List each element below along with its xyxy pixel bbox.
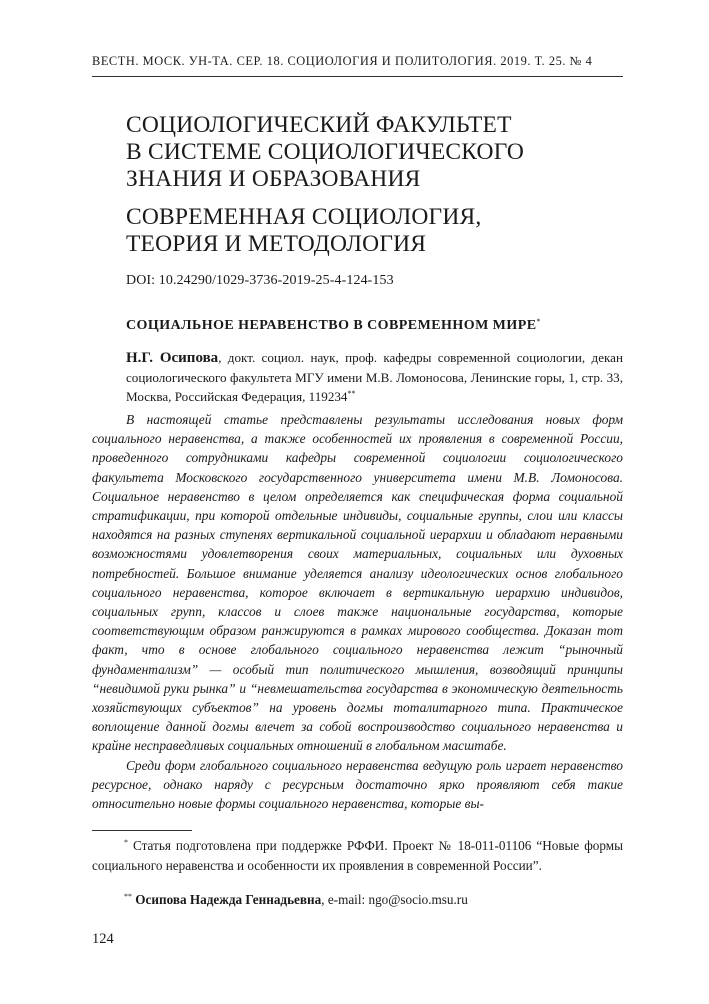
footnote-1-text: Статья подготовлена при поддержке РФФИ. Проект № 18-011-01106 “Новые формы социального неравенства и особенности их проявления в современной России”. [92, 838, 623, 873]
running-head: ВЕСТН. МОСК. УН-ТА. СЕР. 18. СОЦИОЛОГИЯ И ПОЛИТОЛОГИЯ. 2019. Т. 25. № 4 [92, 54, 593, 68]
footnote-rule [92, 830, 192, 831]
page-number: 124 [92, 931, 114, 947]
subsection-title-line: ТЕОРИЯ И МЕТОДОЛОГИЯ [126, 231, 427, 257]
author-affiliation: , докт. социол. наук, проф. кафедры современной социологии, декан социологического факультета МГУ имени М.В. Ломоносова, Ленинские горы, 1, стр. 33, Москва, Российская Федерация, 119234 [126, 350, 623, 405]
footnote-2-author-name: Осипова Надежда Геннадьевна [135, 892, 322, 907]
author-block [126, 348, 623, 407]
subsection-title-line: СОВРЕМЕННАЯ СОЦИОЛОГИЯ, [126, 204, 482, 230]
abstract-paragraph: Среди форм глобального социального неравенства ведущую роль играет неравенство ресурсное, однако наряду с ресурсным достаточно ярко проявляют себя такие относительно новые формы социального неравенства, которые вы- [92, 757, 623, 812]
author-footnote-mark: ** [347, 389, 356, 399]
footnote-2-mark: ** [124, 892, 132, 901]
section-title-line: В СИСТЕМЕ СОЦИОЛОГИЧЕСКОГО [126, 139, 525, 165]
section-title [126, 112, 606, 193]
abstract [92, 410, 623, 813]
footnote-2 [92, 890, 623, 910]
author-name: Н.Г. Осипова [126, 350, 219, 366]
article-title-footnote-mark: * [536, 317, 541, 326]
header-rule [92, 76, 623, 77]
subsection-title [126, 204, 606, 258]
section-title-line: ЗНАНИЯ И ОБРАЗОВАНИЯ [126, 166, 421, 192]
article-title-text: СОЦИАЛЬНОЕ НЕРАВЕНСТВО В СОВРЕМЕННОМ МИРЕ [126, 318, 537, 333]
footnote-2-text: , e-mail: ngo@socio.msu.ru [321, 892, 468, 907]
abstract-paragraph: В настоящей статье представлены результаты исследования новых форм социального неравенства, а также особенностей их проявления в современной России, проведенного сотрудниками кафедры современной социологии социологического факультета Московского государственного университета имени М.В. Ломоносова. Социальное неравенство в целом определяется как специфическая форма социальной стратификации, при которой отдельные индивиды, социальные группы, слои или классы находятся на разных ступенях вертикальной социальной иерархии и обладают неравными возможностями удовлетворения своих материальных, социальных или духовных потребностей. Большое внимание уделяется анализу идеологических основ глобального социального неравенства, которое включает в вертикальную иерархию индивидов, социальных групп, классов и слоев также национальные государства, которые соответствующим образом ранжируются в рамках мирового сообщества. Доказан тот факт, что в основе глобального социального неравенства лежит “рыночный фундаментализм” — особый тип политического мышления, возводящий принципы “невидимой руки рынка” и “невмешательства государства в экономическую деятельность хозяйствующих субъектов” на уровень догмы тоталитарного типа. Практическое воплощение данной догмы влечет за собой воспроизводство социального неравенства и крайне несправедливых социальных отношений в глобальном масштабе. [92, 412, 623, 754]
article-title [126, 318, 541, 334]
doi: DOI: 10.24290/1029-3736-2019-25-4-124-153 [126, 273, 394, 288]
section-title-line: СОЦИОЛОГИЧЕСКИЙ ФАКУЛЬТЕТ [126, 112, 512, 138]
footnote-1-mark: * [124, 838, 128, 847]
footnote-1 [92, 836, 623, 875]
